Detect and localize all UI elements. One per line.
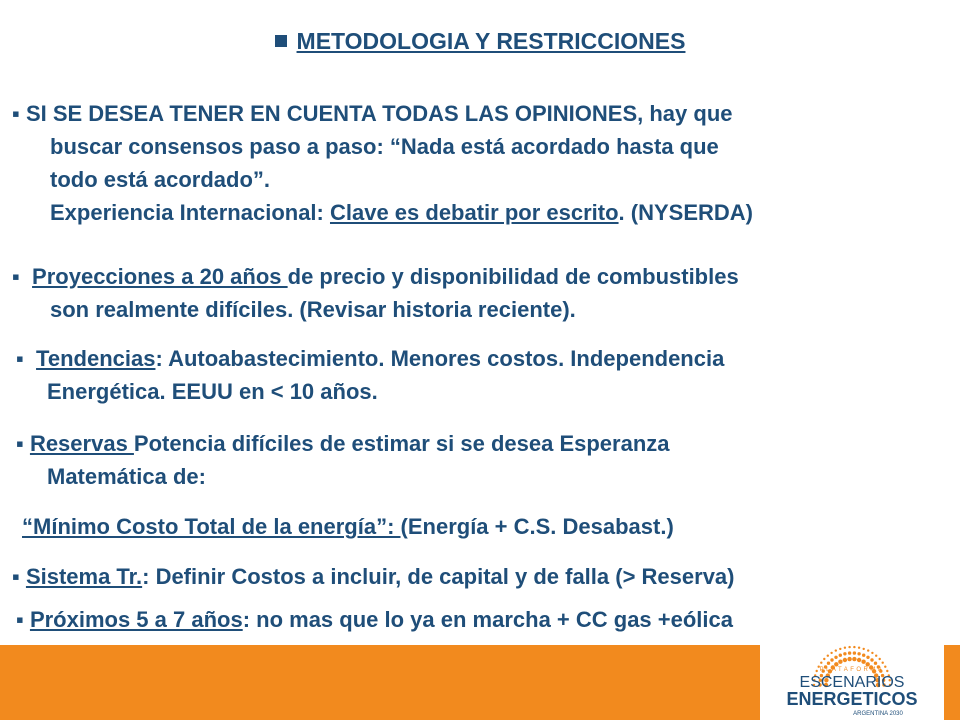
sun-dot — [827, 662, 830, 665]
sun-dot — [884, 666, 886, 668]
sun-dot — [843, 658, 847, 662]
bullet-proyecciones-line2: son realmente difíciles. (Revisar historia reciente). — [50, 297, 576, 322]
sun-dot — [861, 660, 865, 664]
bullet-reservas-line2: Matemática de: — [47, 464, 206, 489]
sun-dot — [857, 652, 860, 655]
sun-dot — [866, 662, 870, 666]
nyserda-text: . (NYSERDA) — [618, 200, 753, 225]
sun-dot — [870, 658, 873, 661]
escenarios-logo — [760, 645, 944, 720]
bullet-opiniones-line4 — [12, 196, 753, 229]
sun-dot — [852, 657, 856, 661]
bullet-sistema-line1: : Definir Costos a incluir, de capital y de falla (> Reserva) — [142, 564, 735, 589]
minimo-costo-title: “Mínimo Costo Total de la energía”: — [22, 514, 401, 539]
sun-dot — [853, 651, 856, 654]
minimo-costo-detail: (Energía + C.S. Desabast.) — [400, 514, 674, 539]
logo-line1: PLATAFORMA — [819, 667, 885, 673]
bullet-icon: ▪ — [16, 607, 24, 632]
sun-dot — [848, 646, 850, 648]
bullet-proximos — [16, 603, 733, 636]
square-bullet-icon — [275, 35, 287, 47]
sun-dot — [843, 652, 846, 655]
sun-dot — [823, 658, 825, 660]
sun-logo-icon — [760, 645, 944, 720]
bullet-icon: ▪ — [16, 431, 24, 456]
bullet-icon: ▪ — [12, 264, 20, 289]
bullet-sistema — [12, 560, 735, 593]
bullet-opiniones-line2: buscar consensos paso a paso: “Nada está acordado hasta que — [50, 134, 719, 159]
sun-dot — [867, 649, 869, 651]
sun-dot — [844, 647, 846, 649]
logo-line3: ENERGETICOS — [786, 689, 918, 709]
sun-dot — [857, 658, 861, 662]
slide-title — [0, 28, 960, 55]
bullet-opiniones — [12, 97, 753, 229]
sistema-title: Sistema Tr. — [25, 564, 143, 589]
bullet-tendencias — [16, 342, 724, 408]
sun-dot — [847, 657, 851, 661]
sun-dot — [839, 654, 842, 657]
bullet-reservas — [16, 427, 670, 493]
sun-dot — [853, 646, 855, 648]
bullet-tendencias-line1: : Autoabastecimiento. Menores costos. Independencia — [155, 346, 725, 371]
minimo-costo-line — [22, 510, 674, 543]
proximos-title: Próximos 5 a 7 años — [29, 607, 243, 632]
sun-dot — [835, 649, 837, 651]
bullet-proyecciones — [12, 260, 739, 326]
tendencias-title: Tendencias — [36, 346, 156, 371]
bullet-icon: ▪ — [16, 346, 24, 371]
bullet-icon: ▪ — [12, 564, 20, 589]
sun-dot — [830, 658, 833, 661]
clave-debatir-text: Clave es debatir por escrito — [329, 200, 619, 225]
sun-dot — [848, 651, 851, 654]
sun-dot — [879, 658, 881, 660]
sun-dot — [827, 655, 829, 657]
sun-dot — [830, 652, 832, 654]
proyecciones-title: Proyecciones a 20 años — [32, 264, 288, 289]
slide-title-text: METODOLOGIA Y RESTRICCIONES — [296, 28, 686, 54]
logo-line4: ARGENTINA 2030 — [853, 711, 903, 717]
sun-dot — [839, 648, 841, 650]
sun-dot — [820, 662, 822, 664]
reservas-title: Reservas — [29, 431, 134, 456]
sun-dot — [866, 656, 869, 659]
sun-dot — [816, 670, 818, 672]
bullet-tendencias-line2: Energética. EEUU en < 10 años. — [47, 379, 378, 404]
sun-dot — [838, 660, 842, 664]
bullet-icon: ▪ — [12, 101, 20, 126]
sun-dot — [882, 662, 884, 664]
sun-dot — [858, 647, 860, 649]
bullet-proyecciones-line1: de precio y disponibilidad de combustibles — [287, 264, 739, 289]
logo-line2: ESCENARIOS — [799, 674, 905, 691]
bullet-opiniones-line1: SI SE DESEA TENER EN CUENTA TODAS LAS OPINIONES, hay que — [25, 101, 733, 126]
experiencia-label: Experiencia Internacional: — [50, 200, 330, 225]
sun-dot — [871, 652, 873, 654]
sun-dot — [875, 655, 877, 657]
sun-dot — [834, 656, 837, 659]
bullet-opiniones-line3: todo está acordado”. — [50, 167, 271, 192]
sun-dot — [862, 654, 865, 657]
bullet-reservas-line1: Potencia difíciles de estimar si se desea Esperanza — [133, 431, 670, 456]
sun-dot — [834, 662, 838, 666]
sun-dot — [886, 670, 888, 672]
sun-dot — [874, 662, 877, 665]
sun-dot — [863, 648, 865, 650]
bullet-proximos-line1: : no mas que lo ya en marcha + CC gas +eólica — [242, 607, 733, 632]
